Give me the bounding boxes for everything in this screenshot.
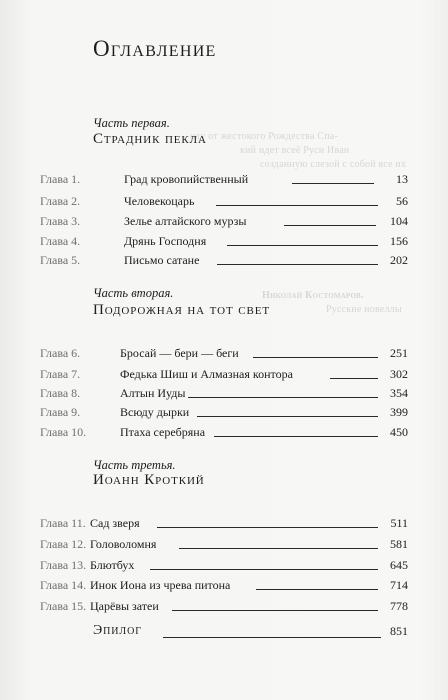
toc-row[interactable] (40, 598, 408, 614)
leader-rule (172, 610, 378, 611)
epilogue-title[interactable]: Эпилог (93, 623, 142, 638)
chapter-number: Глава 5. (40, 253, 81, 267)
chapter-title: Алтын Иуды (120, 386, 186, 400)
chapter-page: 156 (390, 234, 408, 248)
chapter-page: 354 (390, 386, 408, 400)
chapter-number: Глава 2. (40, 194, 81, 208)
leader-rule (217, 264, 378, 265)
toc-row[interactable] (40, 345, 408, 361)
chapter-page: 714 (390, 578, 408, 592)
bleed-through-line: созданную слезой с собой все их (260, 159, 407, 170)
chapter-number: Глава 9. (40, 405, 81, 419)
chapter-title: Инок Иона из чрева питона (90, 578, 231, 592)
chapter-page: 104 (390, 214, 408, 228)
part-title: Подорожная на тот свет (93, 302, 270, 318)
part-label: Часть первая. (93, 116, 170, 130)
leader-rule (179, 548, 378, 549)
bleed-through-line: Николай Костомаров. (262, 290, 364, 301)
leader-rule (188, 397, 378, 398)
toc-row[interactable] (40, 577, 408, 593)
chapter-title: Зелье алтайского мурзы (124, 214, 247, 228)
toc-row[interactable] (40, 252, 408, 268)
chapter-number: Глава 7. (40, 367, 81, 381)
chapter-title: Бросай — бери — беги (120, 346, 239, 360)
toc-row[interactable] (40, 404, 408, 420)
toc-row[interactable] (40, 424, 408, 440)
toc-row[interactable] (40, 213, 408, 229)
chapter-number: Глава 4. (40, 234, 81, 248)
chapter-number: Глава 8. (40, 386, 81, 400)
leader-rule (197, 416, 378, 417)
chapter-title: Человекоцарь (124, 194, 195, 208)
chapter-number: Глава 11. (40, 516, 86, 530)
chapter-title: Блютбух (90, 558, 135, 572)
chapter-title: Всюду дырки (120, 405, 190, 419)
chapter-number: Глава 3. (40, 214, 81, 228)
chapter-number: Глава 12. (40, 537, 87, 551)
chapter-page: 511 (390, 516, 408, 530)
chapter-title: Птаха серебряна (120, 425, 206, 439)
leader-rule (214, 436, 378, 437)
chapter-page: 450 (390, 425, 408, 439)
chapter-page: 399 (390, 405, 408, 419)
chapter-page: 202 (390, 253, 408, 267)
leader-rule (284, 225, 376, 226)
toc-row[interactable] (40, 233, 408, 249)
bleed-through-line: кий идет всеё Руси Иван (240, 145, 350, 156)
chapter-page: 13 (396, 172, 408, 186)
toc-row[interactable] (40, 366, 408, 382)
bleed-through-line: оду от жестокого Рождества Спа- (190, 131, 338, 142)
chapter-title: Письмо сатане (124, 253, 200, 267)
leader-rule (216, 205, 378, 206)
leader-rule (163, 637, 381, 638)
part-label: Часть третья. (93, 458, 176, 472)
chapter-number: Глава 1. (40, 172, 81, 186)
chapter-number: Глава 14. (40, 578, 87, 592)
part-label: Часть вторая. (93, 286, 174, 300)
toc-row[interactable] (40, 193, 408, 209)
toc-row[interactable] (40, 557, 408, 573)
chapter-page: 645 (390, 558, 408, 572)
chapter-number: Глава 15. (40, 599, 87, 613)
chapter-page: 251 (390, 346, 408, 360)
chapter-title: Дрянь Господня (124, 234, 207, 248)
part-title: Иоанн Кроткий (93, 472, 205, 488)
chapter-page: 581 (390, 537, 408, 551)
part-title: Страдник пекла (93, 131, 207, 147)
leader-rule (150, 569, 378, 570)
bleed-through-line: Русские новеллы (326, 304, 402, 315)
leader-rule (330, 378, 378, 379)
chapter-number: Глава 6. (40, 346, 81, 360)
chapter-page: 56 (396, 194, 408, 208)
chapter-title: Головоломня (90, 537, 157, 551)
leader-rule (256, 589, 378, 590)
chapter-title: Град кровопийственный (124, 172, 249, 186)
toc-row[interactable] (40, 385, 408, 401)
leader-rule (157, 527, 378, 528)
page-title: Оглавление (93, 36, 217, 61)
chapter-title: Федька Шиш и Алмазная контора (120, 367, 293, 381)
chapter-number: Глава 13. (40, 558, 87, 572)
toc-row[interactable] (40, 171, 408, 187)
epilogue-page: 851 (390, 624, 408, 638)
toc-row[interactable] (40, 536, 408, 552)
leader-rule (253, 357, 378, 358)
chapter-page: 302 (390, 367, 408, 381)
chapter-number: Глава 10. (40, 425, 87, 439)
chapter-title: Царёвы затеи (90, 599, 159, 613)
chapter-page: 778 (390, 599, 408, 613)
leader-rule (292, 183, 374, 184)
chapter-title: Сад зверя (90, 516, 140, 530)
toc-row[interactable] (40, 515, 408, 531)
leader-rule (227, 245, 378, 246)
